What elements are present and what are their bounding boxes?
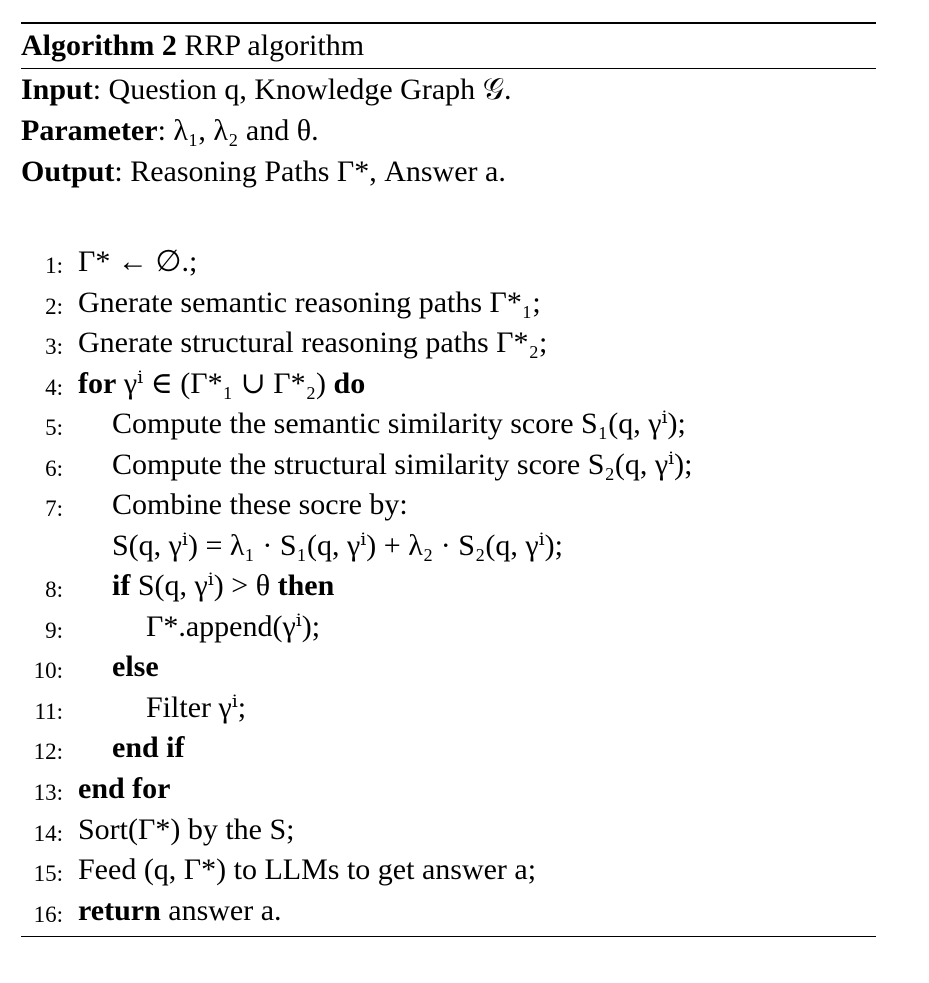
keyword-end-for: end for <box>78 772 171 805</box>
input-text: : Question q, Knowledge Graph 𝒢. <box>92 73 512 106</box>
step-text: Compute the structural similarity score S₂(q, γⁱ); <box>112 448 693 481</box>
step-8 <box>0 568 929 606</box>
step-content <box>78 893 282 929</box>
step-text: Combine these socre by: <box>112 488 408 521</box>
step-number: 8: <box>45 577 63 602</box>
step-3 <box>0 325 929 363</box>
step-number: 1: <box>45 253 63 278</box>
step-7 <box>0 487 929 525</box>
step-number: 9: <box>45 618 63 643</box>
algorithm-label: Algorithm 2 <box>21 29 177 62</box>
step-text: Γ* ← ∅.; <box>78 245 198 278</box>
output-text: : Reasoning Paths Γ*, Answer a. <box>114 155 506 188</box>
parameter-line <box>21 114 319 148</box>
step-text: Gnerate structural reasoning paths Γ*₂; <box>78 326 548 359</box>
step-number: 5: <box>45 415 63 440</box>
step-14 <box>0 812 929 850</box>
step-7-formula <box>0 528 929 566</box>
input-line <box>21 73 512 107</box>
step-number: 3: <box>45 334 63 359</box>
keyword-else: else <box>112 650 159 683</box>
keyword-if: if <box>112 569 131 602</box>
step-number: 12: <box>33 739 63 764</box>
step-13 <box>0 771 929 809</box>
step-15 <box>0 852 929 890</box>
step-number: 15: <box>33 861 63 886</box>
step-11 <box>0 690 929 728</box>
step-12 <box>0 730 929 768</box>
step-number: 13: <box>33 780 63 805</box>
step-content <box>112 568 334 604</box>
step-text: Gnerate semantic reasoning paths Γ*₁; <box>78 286 541 319</box>
algorithm-name: RRP algorithm <box>184 29 365 62</box>
step-2 <box>0 285 929 323</box>
input-label: Input <box>21 73 93 106</box>
output-label: Output <box>21 155 115 188</box>
step-6 <box>0 447 929 485</box>
step-9 <box>0 609 929 647</box>
step-number: 10: <box>33 658 63 683</box>
step-text: answer a. <box>168 894 282 927</box>
output-line <box>21 155 506 189</box>
step-number: 2: <box>45 294 63 319</box>
step-16 <box>0 893 929 931</box>
step-text: Feed (q, Γ*) to LLMs to get answer a; <box>78 853 537 886</box>
step-4 <box>0 366 929 404</box>
step-number: 6: <box>45 456 63 481</box>
caption-rule <box>21 68 876 69</box>
parameter-label: Parameter <box>21 114 158 147</box>
step-text: Compute the semantic similarity score S₁(q, γⁱ); <box>112 407 686 440</box>
step-10 <box>0 649 929 687</box>
keyword-end-if: end if <box>112 731 185 764</box>
keyword-return: return <box>78 894 161 927</box>
keyword-for: for <box>78 367 117 400</box>
step-number: 11: <box>34 699 63 724</box>
parameter-text: : λ₁, λ₂ and θ. <box>157 114 319 147</box>
step-number: 14: <box>33 821 63 846</box>
step-1 <box>0 244 929 282</box>
step-text: Filter γⁱ; <box>146 691 247 724</box>
keyword-do: do <box>333 367 366 400</box>
step-5 <box>0 406 929 444</box>
step-text: Γ*.append(γⁱ); <box>146 610 321 643</box>
step-number: 4: <box>45 375 63 400</box>
step-text: γⁱ ∈ (Γ*₁ ∪ Γ*₂) <box>123 367 327 400</box>
algorithm-caption <box>21 29 364 63</box>
formula-text: S(q, γⁱ) = λ₁ · S₁(q, γⁱ) + λ₂ · S₂(q, γⁱ); <box>112 529 563 562</box>
bottom-rule <box>21 936 876 937</box>
top-rule <box>21 22 876 24</box>
step-text: Sort(Γ*) by the S; <box>78 813 295 846</box>
step-content <box>78 366 365 402</box>
step-number: 7: <box>45 496 63 521</box>
step-text: S(q, γⁱ) > θ <box>137 569 271 602</box>
step-number: 16: <box>33 902 63 927</box>
keyword-then: then <box>277 569 335 602</box>
